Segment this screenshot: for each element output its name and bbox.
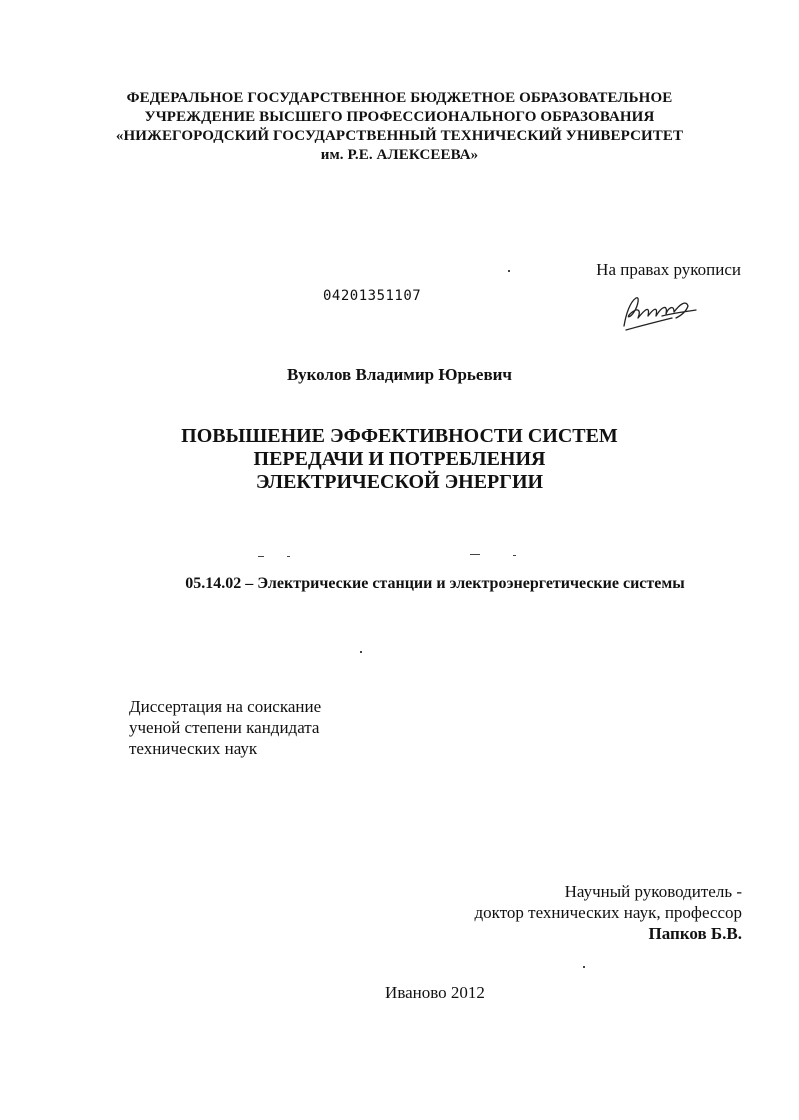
manuscript-note: На правах рукописи <box>596 260 741 279</box>
header-line-2: УЧРЕЖДЕНИЕ ВЫСШЕГО ПРОФЕССИОНАЛЬНОГО ОБРАЗОВАНИЯ <box>144 109 655 125</box>
header-line-1: ФЕДЕРАЛЬНОЕ ГОСУДАРСТВЕННОЕ БЮДЖЕТНОЕ ОБРАЗОВАТЕЛЬНОЕ <box>126 90 673 106</box>
supervisor-name: Папков Б.В. <box>648 924 742 943</box>
dissertation-line-3: технических наук <box>129 739 258 758</box>
scan-speck <box>583 966 585 968</box>
scan-speck <box>258 556 264 557</box>
dissertation-type <box>129 696 321 759</box>
title-line-2: ПЕРЕДАЧИ И ПОТРЕБЛЕНИЯ <box>253 448 546 470</box>
supervisor-degree: доктор технических наук, профессор <box>474 903 742 922</box>
dissertation-line-2: ученой степени кандидата <box>129 718 320 737</box>
dissertation-line-1: Диссертация на соискание <box>129 697 322 716</box>
title-line-1: ПОВЫШЕНИЕ ЭФФЕКТИВНОСТИ СИСТЕМ <box>181 425 618 447</box>
title-line-3: ЭЛЕКТРИЧЕСКОЙ ЭНЕРГИИ <box>255 471 544 493</box>
institution-header <box>0 89 799 165</box>
supervisor-role: Научный руководитель - <box>564 882 742 901</box>
author-name: Вуколов Владимир Юрьевич <box>286 365 513 384</box>
dissertation-title <box>0 425 799 494</box>
header-line-4: им. Р.Е. АЛЕКСЕЕВА» <box>320 147 479 163</box>
city-year: Иваново 2012 <box>385 983 485 1002</box>
scan-speck <box>470 554 480 555</box>
supervisor-block <box>475 881 742 944</box>
specialty-code: 05.14.02 – Электрические станции и электроэнергетические системы <box>185 575 685 592</box>
scan-speck <box>360 651 362 653</box>
scan-speck <box>513 555 516 556</box>
document-number: 04201351107 <box>323 288 422 304</box>
scan-speck <box>287 556 290 557</box>
header-line-3: «НИЖЕГОРОДСКИЙ ГОСУДАРСТВЕННЫЙ ТЕХНИЧЕСКИЙ УНИВЕРСИТЕТ <box>115 128 684 144</box>
scan-speck <box>508 270 510 272</box>
author-signature <box>616 288 700 334</box>
